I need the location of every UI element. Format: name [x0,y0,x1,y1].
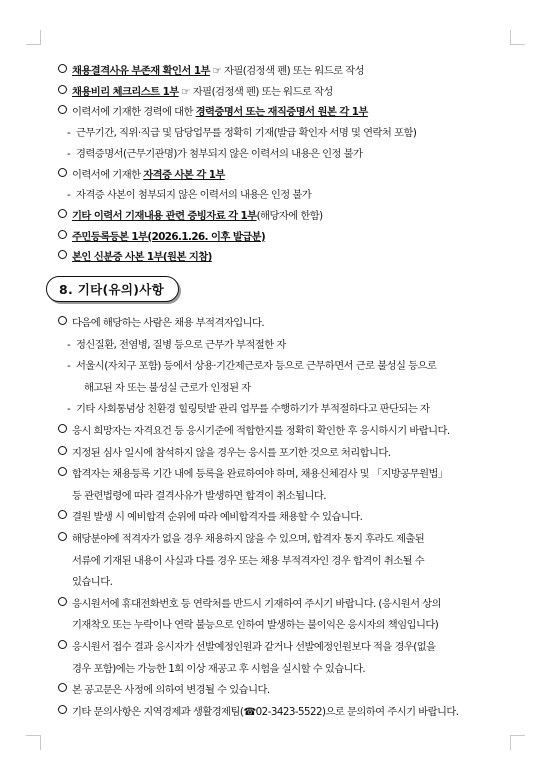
page-corner-mark [510,735,525,750]
notice-item [58,446,516,461]
requirement-emphasis: 채용결격사유 부존재 확인서 1부 [72,65,210,77]
notice-text: 기재착오 또는 누락이나 연락 불능으로 인하여 발생하는 불이익은 응시자의 책임입니다) [72,619,439,632]
circle-bullet-icon [58,467,72,482]
notice-item [58,467,516,482]
page-corner-mark [26,735,41,750]
circle-bullet-icon [58,532,72,547]
circle-bullet-icon [58,230,72,245]
notice-item [58,316,516,331]
notice-item [58,705,516,720]
notice-text: 응시원서 접수 결과 응시자가 선발예정인원과 같거나 선발예정인원보다 적을 경우(없을 [72,640,436,653]
requirement-emphasis: 채용비리 체크리스트 1부 [72,85,179,98]
notice-item [58,402,516,417]
circle-icon [58,168,67,177]
notice-item [58,532,516,547]
requirement-item [58,209,516,224]
notice-item [58,662,516,677]
notice-item [58,424,516,439]
dash-bullet-icon: - [67,360,71,373]
requirement-emphasis: 자격증 사본 각 1부 [143,168,225,181]
notice-text: 해당분야에 적격자가 없을 경우 채용하지 않을 수 있으며, 합격자 통지 후라도 제출된 [72,532,425,545]
notice-text: 있습니다. [72,576,113,589]
requirement-text: 근무기간, 직위·직급 및 담당업무를 정확히 기재(발급 확인자 서명 및 연락처 포함) [76,127,417,140]
circle-bullet-icon [58,640,72,655]
notice-text: 기타 문의사항은 지역경제과 생활경제팀(☎02-3423-5522)으로 문의하여 주시기 바랍니다. [72,705,459,718]
circle-bullet-icon [58,597,72,612]
notice-item [58,597,516,612]
dash-bullet-icon: - [67,403,71,416]
circle-bullet-icon [58,446,72,461]
notice-text: 정신질환, 전염병, 질병 등으로 근무가 부적절한 자 [76,338,286,351]
circle-bullet-icon [58,105,72,120]
circle-icon [58,250,67,259]
circle-icon [58,640,67,649]
notice-text: 서류에 기재된 내용이 사실과 다를 경우 또는 채용 부적격자인 경우 합격이 취소될 수 [72,554,425,567]
requirement-text: 이력서에 기재한 [72,168,144,181]
requirement-item [58,64,516,79]
notice-text: 해고된 자 또는 불성실 근로가 인정된 자 [84,381,251,394]
circle-icon [58,424,67,433]
circle-bullet-icon [58,168,72,183]
circle-bullet-icon [58,424,72,439]
document-body [58,64,516,726]
notice-item [58,489,516,504]
notice-item [58,640,516,655]
circle-icon [58,597,67,606]
circle-icon [58,510,67,519]
page-corner-mark [26,30,41,45]
dash-bullet-icon: - [67,338,71,351]
requirement-text: 자격증 사본이 첨부되지 않은 이력서의 내용은 인정 불가 [76,189,312,202]
notice-text: 기타 사회통념상 친환경 힐링텃밭 관리 업무를 수행하기가 부적절하다고 판단되는 자 [76,403,430,416]
requirement-text: (해당자에 한함) [256,209,323,222]
circle-bullet-icon [58,316,72,331]
notice-item [58,510,516,525]
circle-icon [58,705,67,714]
required-documents-list [58,64,516,266]
notice-item [58,338,516,353]
notice-text: 결원 발생 시 예비합격 순위에 따라 예비합격자를 채용할 수 있습니다. [72,511,363,524]
requirement-emphasis: 본인 신분증 사본 1부(원본 지참) [72,251,212,264]
requirement-text: 이력서에 기재한 경력에 대한 [72,106,196,119]
circle-icon [58,446,67,455]
requirement-item [58,126,516,141]
circle-icon [58,105,67,114]
section-heading [46,276,179,302]
section-title: 8. 기타(유의)사항 [59,282,164,298]
circle-icon [58,64,67,73]
page-corner-mark [510,30,525,45]
requirement-item [58,250,516,265]
circle-icon [58,532,67,541]
circle-bullet-icon [58,705,72,720]
notice-text: 응시원서에 휴대전화번호 등 연락처를 반드시 기재하여 주시기 바랍니다. (응시원서 상의 [72,597,441,610]
notice-item [58,359,516,374]
requirement-item [58,85,516,100]
requirement-text: 경력증명서(근무기관명)가 첨부되지 않은 이력서의 내용은 인정 불가 [76,147,363,160]
requirement-item [58,188,516,203]
notice-item [58,683,516,698]
notice-item [58,618,516,633]
requirement-text: ☞ 자필(검정색 펜) 또는 워드로 작성 [209,65,365,77]
notice-text: 서울시(자치구 포함) 등에서 상용·기간제근로자 등으로 근무하면서 근로 불성실 등으로 [76,360,437,373]
circle-icon [58,85,67,94]
notice-item [58,575,516,590]
requirement-item [58,168,516,183]
notice-text: 등 관련법령에 따라 결격사유가 발생하면 합격이 취소됩니다. [72,489,326,502]
requirement-emphasis: 주민등록등본 1부(2026.1.26. 이후 발급분) [72,230,266,243]
notice-text: 본 공고문은 사정에 의하여 변경될 수 있습니다. [72,684,270,697]
requirement-item [58,147,516,162]
notice-item [58,554,516,569]
circle-icon [58,316,67,325]
circle-bullet-icon [58,85,72,100]
requirement-text: ☞ 자필(검정색 펜) 또는 워드로 작성 [178,85,333,98]
requirement-emphasis: 경력증명서 또는 재직증명서 원본 각 1부 [195,106,368,119]
circle-bullet-icon [58,209,72,224]
notice-list [58,316,516,720]
circle-icon [58,683,67,692]
notice-text: 경우 포함)에는 가능한 1회 이상 재공고 후 시험을 실시할 수 있습니다. [72,662,366,675]
circle-icon [58,230,67,239]
requirement-emphasis: 기타 이력서 기재내용 관련 증빙자료 각 1부 [72,209,257,222]
dash-bullet-icon: - [67,127,71,140]
notice-text: 합격자는 채용등록 기간 내에 등록을 완료하여야 하며, 채용신체검사 및 「지방공무원법」 [72,468,448,481]
circle-icon [58,209,67,218]
dash-bullet-icon: - [67,189,71,202]
circle-bullet-icon [58,683,72,698]
circle-icon [58,467,67,476]
notice-text: 응시 희망자는 자격요건 등 응시기준에 적합한지를 정확히 확인한 후 응시하시기 바랍니다. [72,425,450,437]
notice-text: 다음에 해당하는 사람은 채용 부적격자입니다. [72,317,265,330]
requirement-item [58,230,516,245]
notice-text: 지정된 심사 일시에 참석하지 않을 경우는 응시를 포기한 것으로 처리합니다. [72,446,391,459]
requirement-item [58,105,516,120]
notice-item [58,381,516,396]
circle-bullet-icon [58,250,72,265]
circle-bullet-icon [58,510,72,525]
circle-bullet-icon [58,64,72,79]
dash-bullet-icon: - [67,147,71,160]
